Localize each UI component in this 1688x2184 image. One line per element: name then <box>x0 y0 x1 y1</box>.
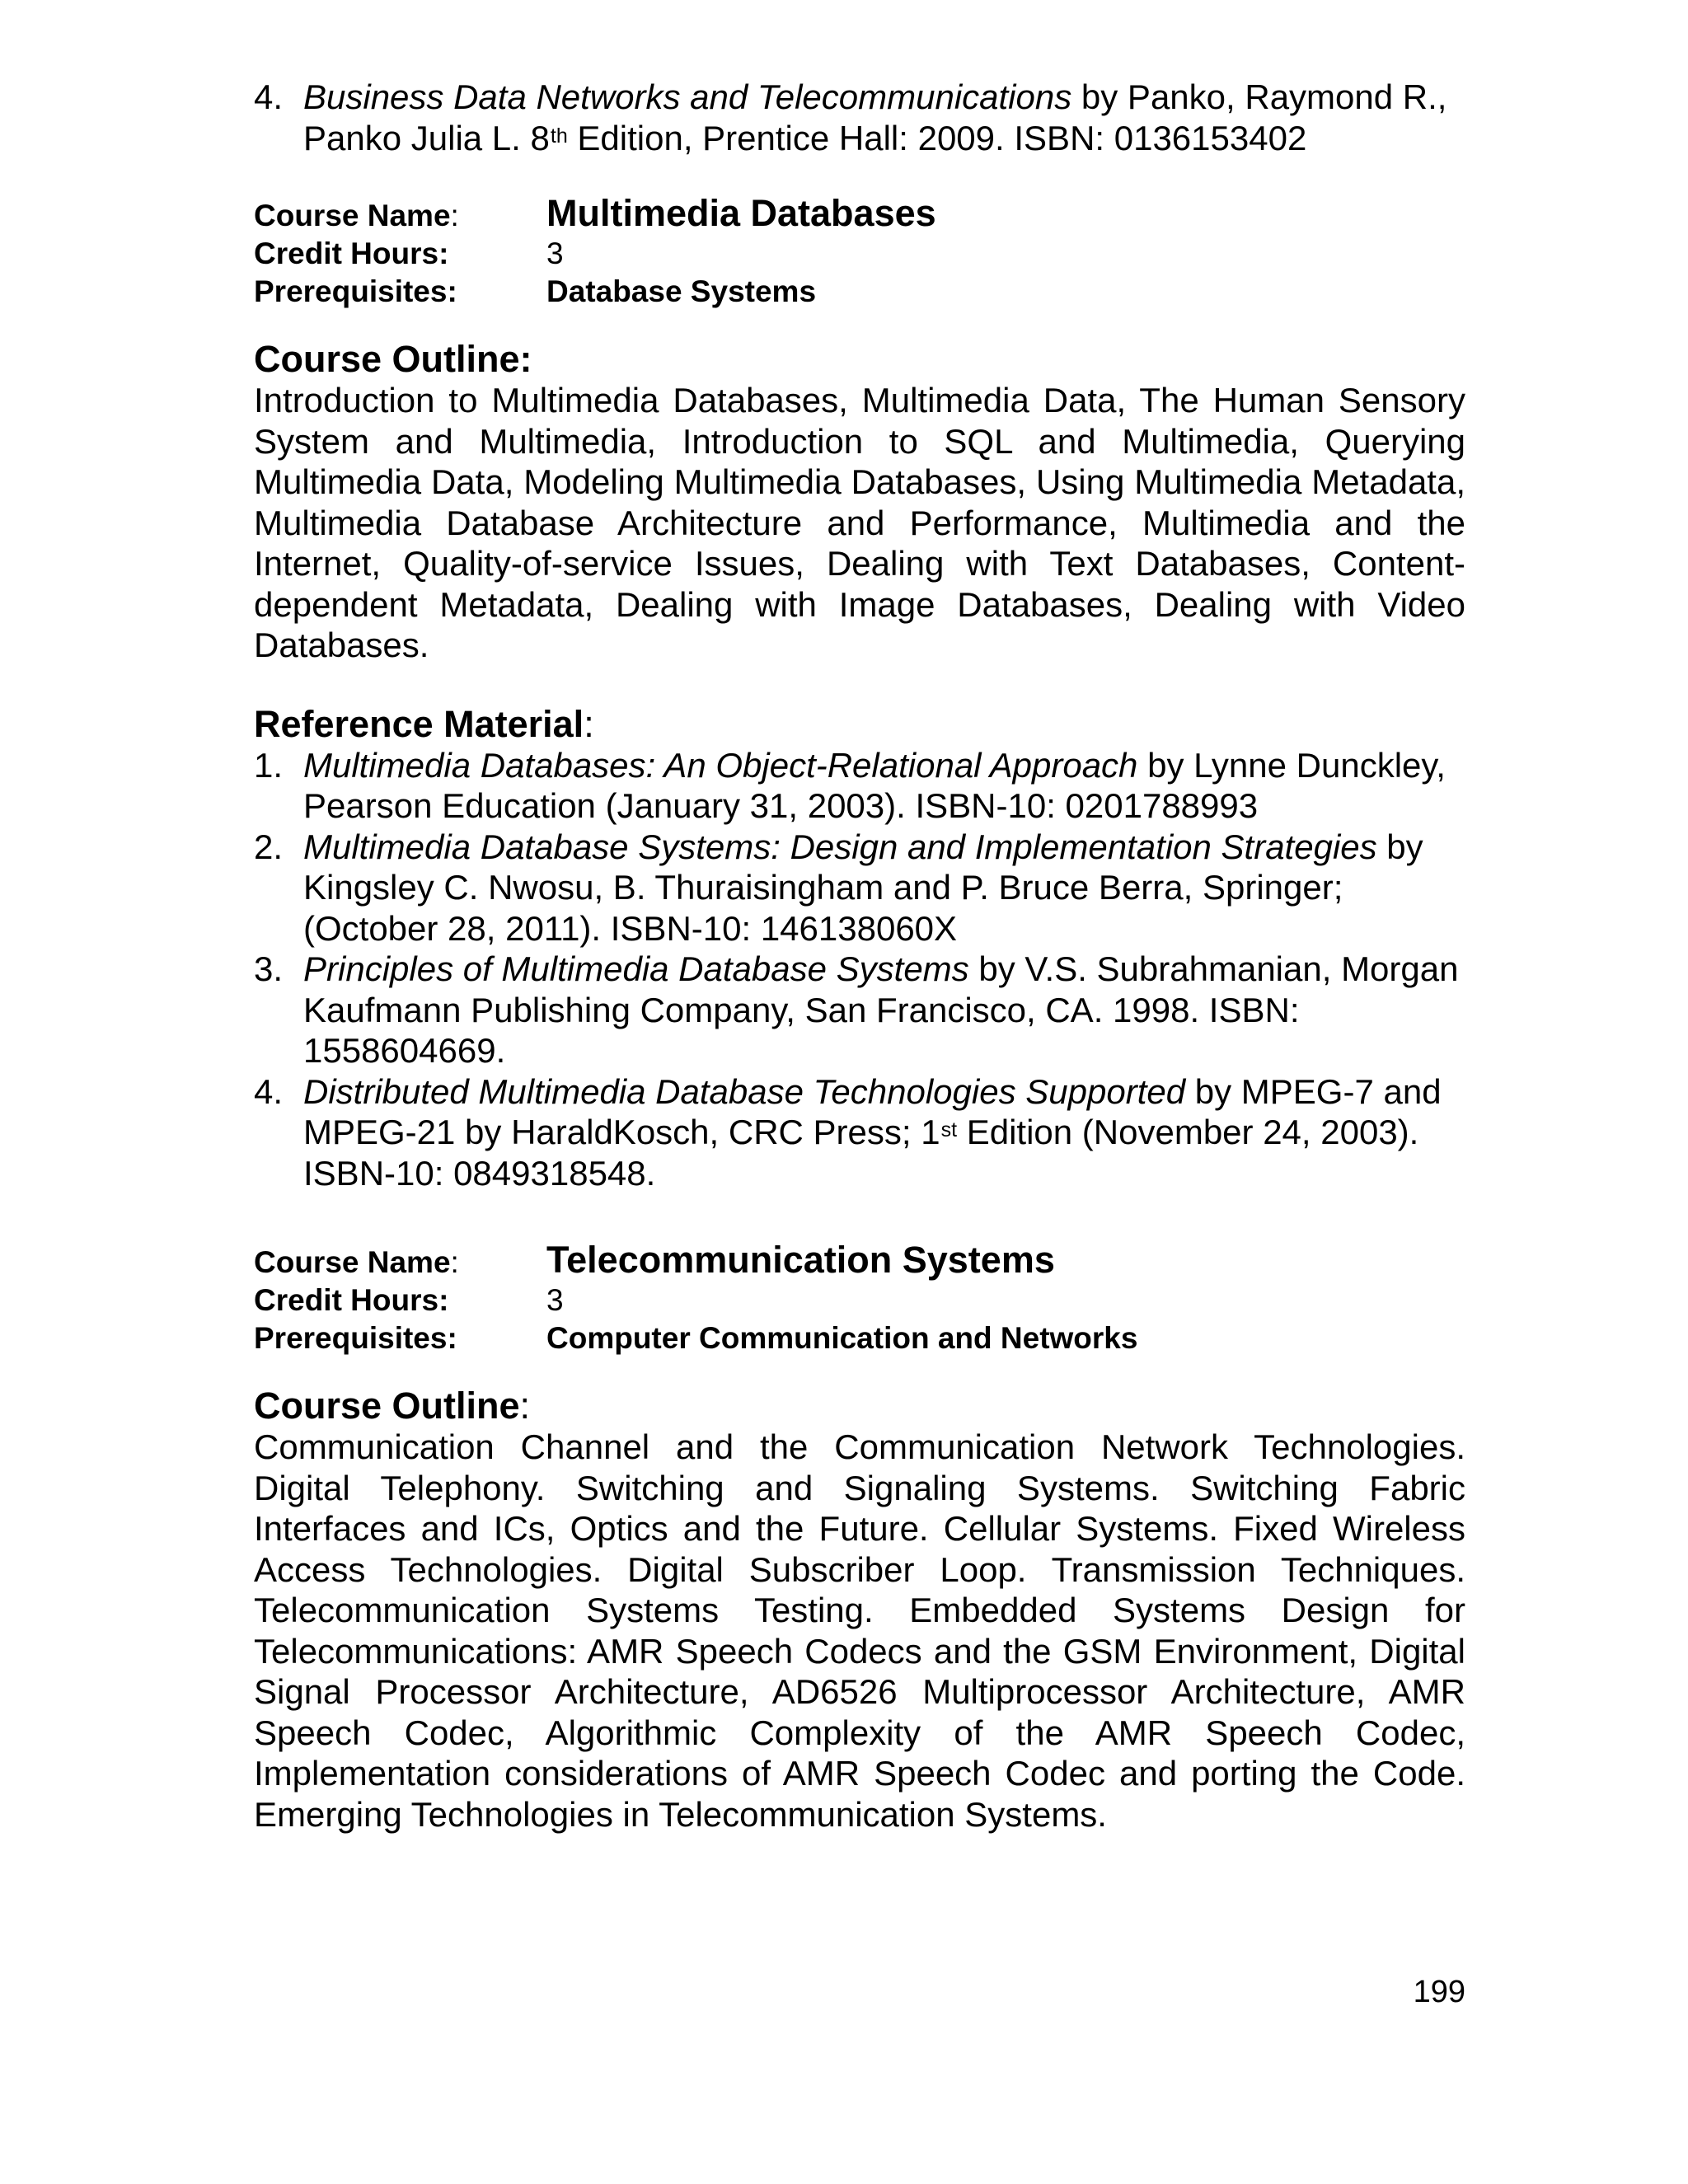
reference-details: by Kingsley C. Nwosu, B. Thuraisingham and P. Bruce Berra, Springer; (October 28, 2011). ISBN-10: 146138060X <box>303 827 1423 948</box>
reference-title: Multimedia Database Systems: Design and Implementation Strategies <box>303 827 1377 866</box>
reference-details: by Lynne Dunckley, Pearson Education (January 31, 2003). ISBN-10: 0201788993 <box>303 745 1446 825</box>
superscript: th <box>550 124 568 148</box>
reference-number: 3. <box>254 949 284 988</box>
prerequisites-label: Prerequisites: <box>254 1321 457 1355</box>
course-outline-heading: Course Outline: <box>254 1385 531 1427</box>
course-name-row <box>254 194 1465 235</box>
reference-list <box>254 745 1465 1194</box>
reference-material-heading: Reference Material: <box>254 702 594 745</box>
page-number: 199 <box>1413 1975 1465 2009</box>
reference-item <box>254 77 1465 158</box>
course-name-row <box>254 1241 1465 1282</box>
credit-hours-label: Credit Hours: <box>254 237 449 270</box>
reference-item <box>254 827 1465 949</box>
reference-details: Edition, Prentice Hall: 2009. ISBN: 0136153402 <box>567 118 1307 157</box>
reference-number: 4. <box>254 77 284 116</box>
credit-hours-row <box>254 1282 1465 1319</box>
reference-details: by Panko, Raymond R., Panko Julia L. 8 <box>303 77 1447 157</box>
reference-item <box>254 949 1465 1071</box>
course-outline-text: Introduction to Multimedia Databases, Multimedia Data, The Human Sensory System and Multimedia, Introduction to SQL and Multimedia, Querying Multimedia Data, Modeling Multimedia Databases, Using Multimedia Metadata, Multimedia Database Architecture and Performance, Multimedia and the Internet, Quality-of-service Issues, Dealing with Text Databases, Content-dependent Metadata, Dealing with Image Databases, Dealing with Video Databases. <box>254 381 1465 664</box>
course-name-value: Multimedia Databases <box>546 192 936 234</box>
superscript: st <box>940 1118 958 1141</box>
reference-details: by V.S. Subrahmanian, Morgan Kaufmann Publishing Company, San Francisco, CA. 1998. ISBN: 1558604669. <box>303 949 1459 1070</box>
prerequisites-row <box>254 273 1465 311</box>
reference-item <box>254 1071 1465 1194</box>
document-page <box>254 77 1465 1835</box>
course-outline-heading: Course Outline: <box>254 338 532 380</box>
credit-hours-value: 3 <box>546 1283 564 1317</box>
reference-title: Business Data Networks and Telecommunications <box>303 77 1072 116</box>
credit-hours-label: Credit Hours: <box>254 1283 449 1317</box>
reference-item <box>254 745 1465 827</box>
prerequisites-value: Database Systems <box>546 274 817 308</box>
course-name-label: Course Name: <box>254 1245 459 1279</box>
course-telecommunication-systems <box>254 1241 1465 1835</box>
credit-hours-value: 3 <box>546 237 564 270</box>
reference-title: Distributed Multimedia Database Technologies Supported <box>303 1071 1186 1111</box>
prerequisites-value: Computer Communication and Networks <box>546 1321 1138 1355</box>
course-multimedia-databases <box>254 194 1465 1193</box>
reference-number: 2. <box>254 827 284 866</box>
prerequisites-row <box>254 1319 1465 1357</box>
reference-title: Multimedia Databases: An Object-Relational Approach <box>303 745 1138 785</box>
credit-hours-row <box>254 235 1465 273</box>
reference-number: 4. <box>254 1071 284 1111</box>
reference-number: 1. <box>254 745 284 785</box>
course-name-label: Course Name: <box>254 199 459 232</box>
reference-details: by MPEG-7 and MPEG-21 by HaraldKosch, CRC Press; 1 <box>303 1071 1442 1151</box>
reference-details: Edition (November 24, 2003). ISBN-10: 0849318548. <box>303 1113 1419 1193</box>
course-outline-text: Communication Channel and the Communication Network Technologies. Digital Telephony. Switching and Signaling Systems. Switching Fabric Interfaces and ICs, Optics and the Future. Cellular Systems. Fixed Wireless Access Technologies. Digital Subscriber Loop. Transmission Techniques. Telecommunication Systems Testing. Embedded Systems Design for Telecommunications: AMR Speech Codecs and the GSM Environment, Digital Signal Processor Architecture, AD6526 Multiprocessor Architecture, AMR Speech Codec, Algorithmic Complexity of the AMR Speech Codec, Implementation considerations of AMR Speech Codec and porting the Code. Emerging Technologies in Telecommunication Systems. <box>254 1427 1465 1834</box>
prev-reference-list <box>254 77 1465 158</box>
reference-title: Principles of Multimedia Database Systems <box>303 949 969 988</box>
prerequisites-label: Prerequisites: <box>254 274 457 308</box>
course-name-value: Telecommunication Systems <box>546 1239 1055 1281</box>
